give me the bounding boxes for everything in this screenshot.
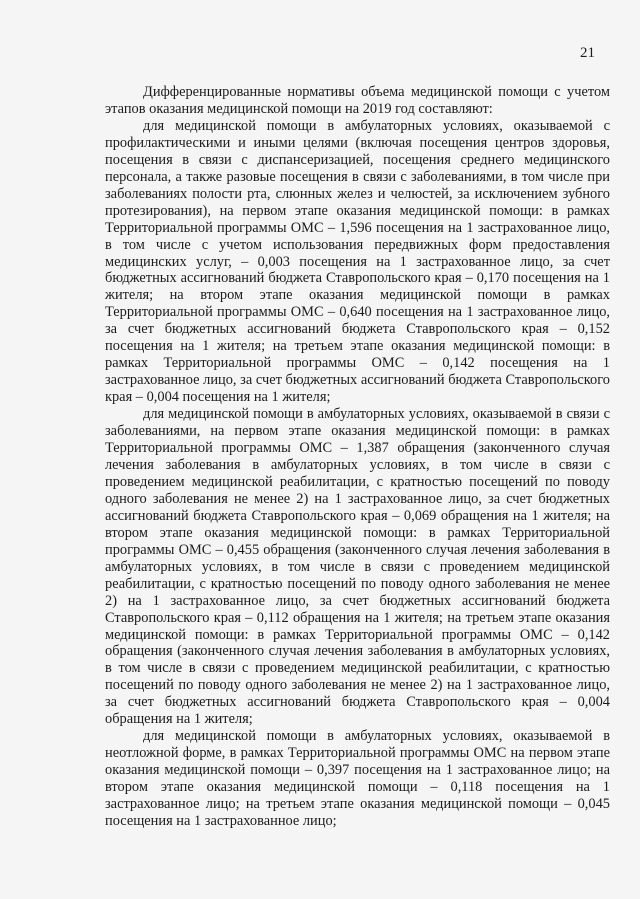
paragraph-preventive-visits: для медицинской помощи в амбулаторных условиях, оказываемой с профилактическими и иными целями (включая посещения центров здоровья, посещения в связи с диспансеризацией, посещения среднего медицинского персонала, а также разовые посещения в связи с заболеваниями, в том числе при заболеваниях полости рта, слюнных желез и челюстей, за исключением зубного протезирования), на первом этапе оказания медицинской помощи: в рамках Территориальной программы ОМС – 1,596 посещения на 1 застрахованное лицо, в том числе с учетом использования передвижных форм предоставления медицинских услуг, – 0,003 посещения на 1 застрахованное лицо, за счет бюджетных ассигнований бюджета Ставропольского края – 0,170 посещения на 1 жителя; на втором этапе оказания медицинской помощи в рамках Территориальной программы ОМС – 0,640 посещения на 1 застрахованное лицо, за счет бюджетных ассигнований бюджета Ставропольского края – 0,152 посещения на 1 жителя; на третьем этапе оказания медицинской помощи: в рамках Территориальной программы ОМС – 0,142 посещения на 1 застрахованное лицо, за счет бюджетных ассигнований бюджета Ставропольского края – 0,004 посещения на 1 жителя;: [105, 117, 610, 406]
page-number: 21: [580, 45, 595, 61]
paragraph-intro: Дифференцированные нормативы объема медицинской помощи с учетом этапов оказания медицинской помощи на 2019 год составляют:: [105, 84, 610, 117]
document-body: [105, 84, 610, 830]
paragraph-urgent-care: для медицинской помощи в амбулаторных условиях, оказываемой в неотложной форме, в рамках Территориальной программы ОМС на первом этапе оказания медицинской помощи – 0,397 посещения на 1 застрахованное лицо; на втором этапе оказания медицинской помощи – 0,118 посещения на 1 застрахованное лицо; на третьем этапе оказания медицинской помощи – 0,045 посещения на 1 застрахованное лицо;: [105, 728, 610, 829]
paragraph-disease-appeals: для медицинской помощи в амбулаторных условиях, оказываемой в связи с заболеваниями, на первом этапе оказания медицинской помощи: в рамках Территориальной программы ОМС – 1,387 обращения (законченного случая лечения заболевания в амбулаторных условиях, в том числе в связи с проведением медицинской реабилитации, с кратностью посещений по поводу одного заболевания не менее 2) на 1 застрахованное лицо, за счет бюджетных ассигнований бюджета Ставропольского края – 0,069 обращения на 1 жителя; на втором этапе оказания медицинской помощи: в рамках Территориальной программы ОМС – 0,455 обращения (законченного случая лечения заболевания в амбулаторных условиях, в том числе в связи с проведением медицинской реабилитации, с кратностью посещений по поводу одного заболевания не менее 2) на 1 застрахованное лицо, за счет бюджетных ассигнований бюджета Ставропольского края – 0,112 обращения на 1 жителя; на третьем этапе оказания медицинской помощи: в рамках Территориальной программы ОМС – 0,142 обращения (законченного случая лечения заболевания в амбулаторных условиях, в том числе в связи с проведением медицинской реабилитации, с кратностью посещений по поводу одного заболевания не менее 2) на 1 застрахованное лицо, за счет бюджетных ассигнований бюджета Ставропольского края – 0,004 обращения на 1 жителя;: [105, 406, 610, 728]
